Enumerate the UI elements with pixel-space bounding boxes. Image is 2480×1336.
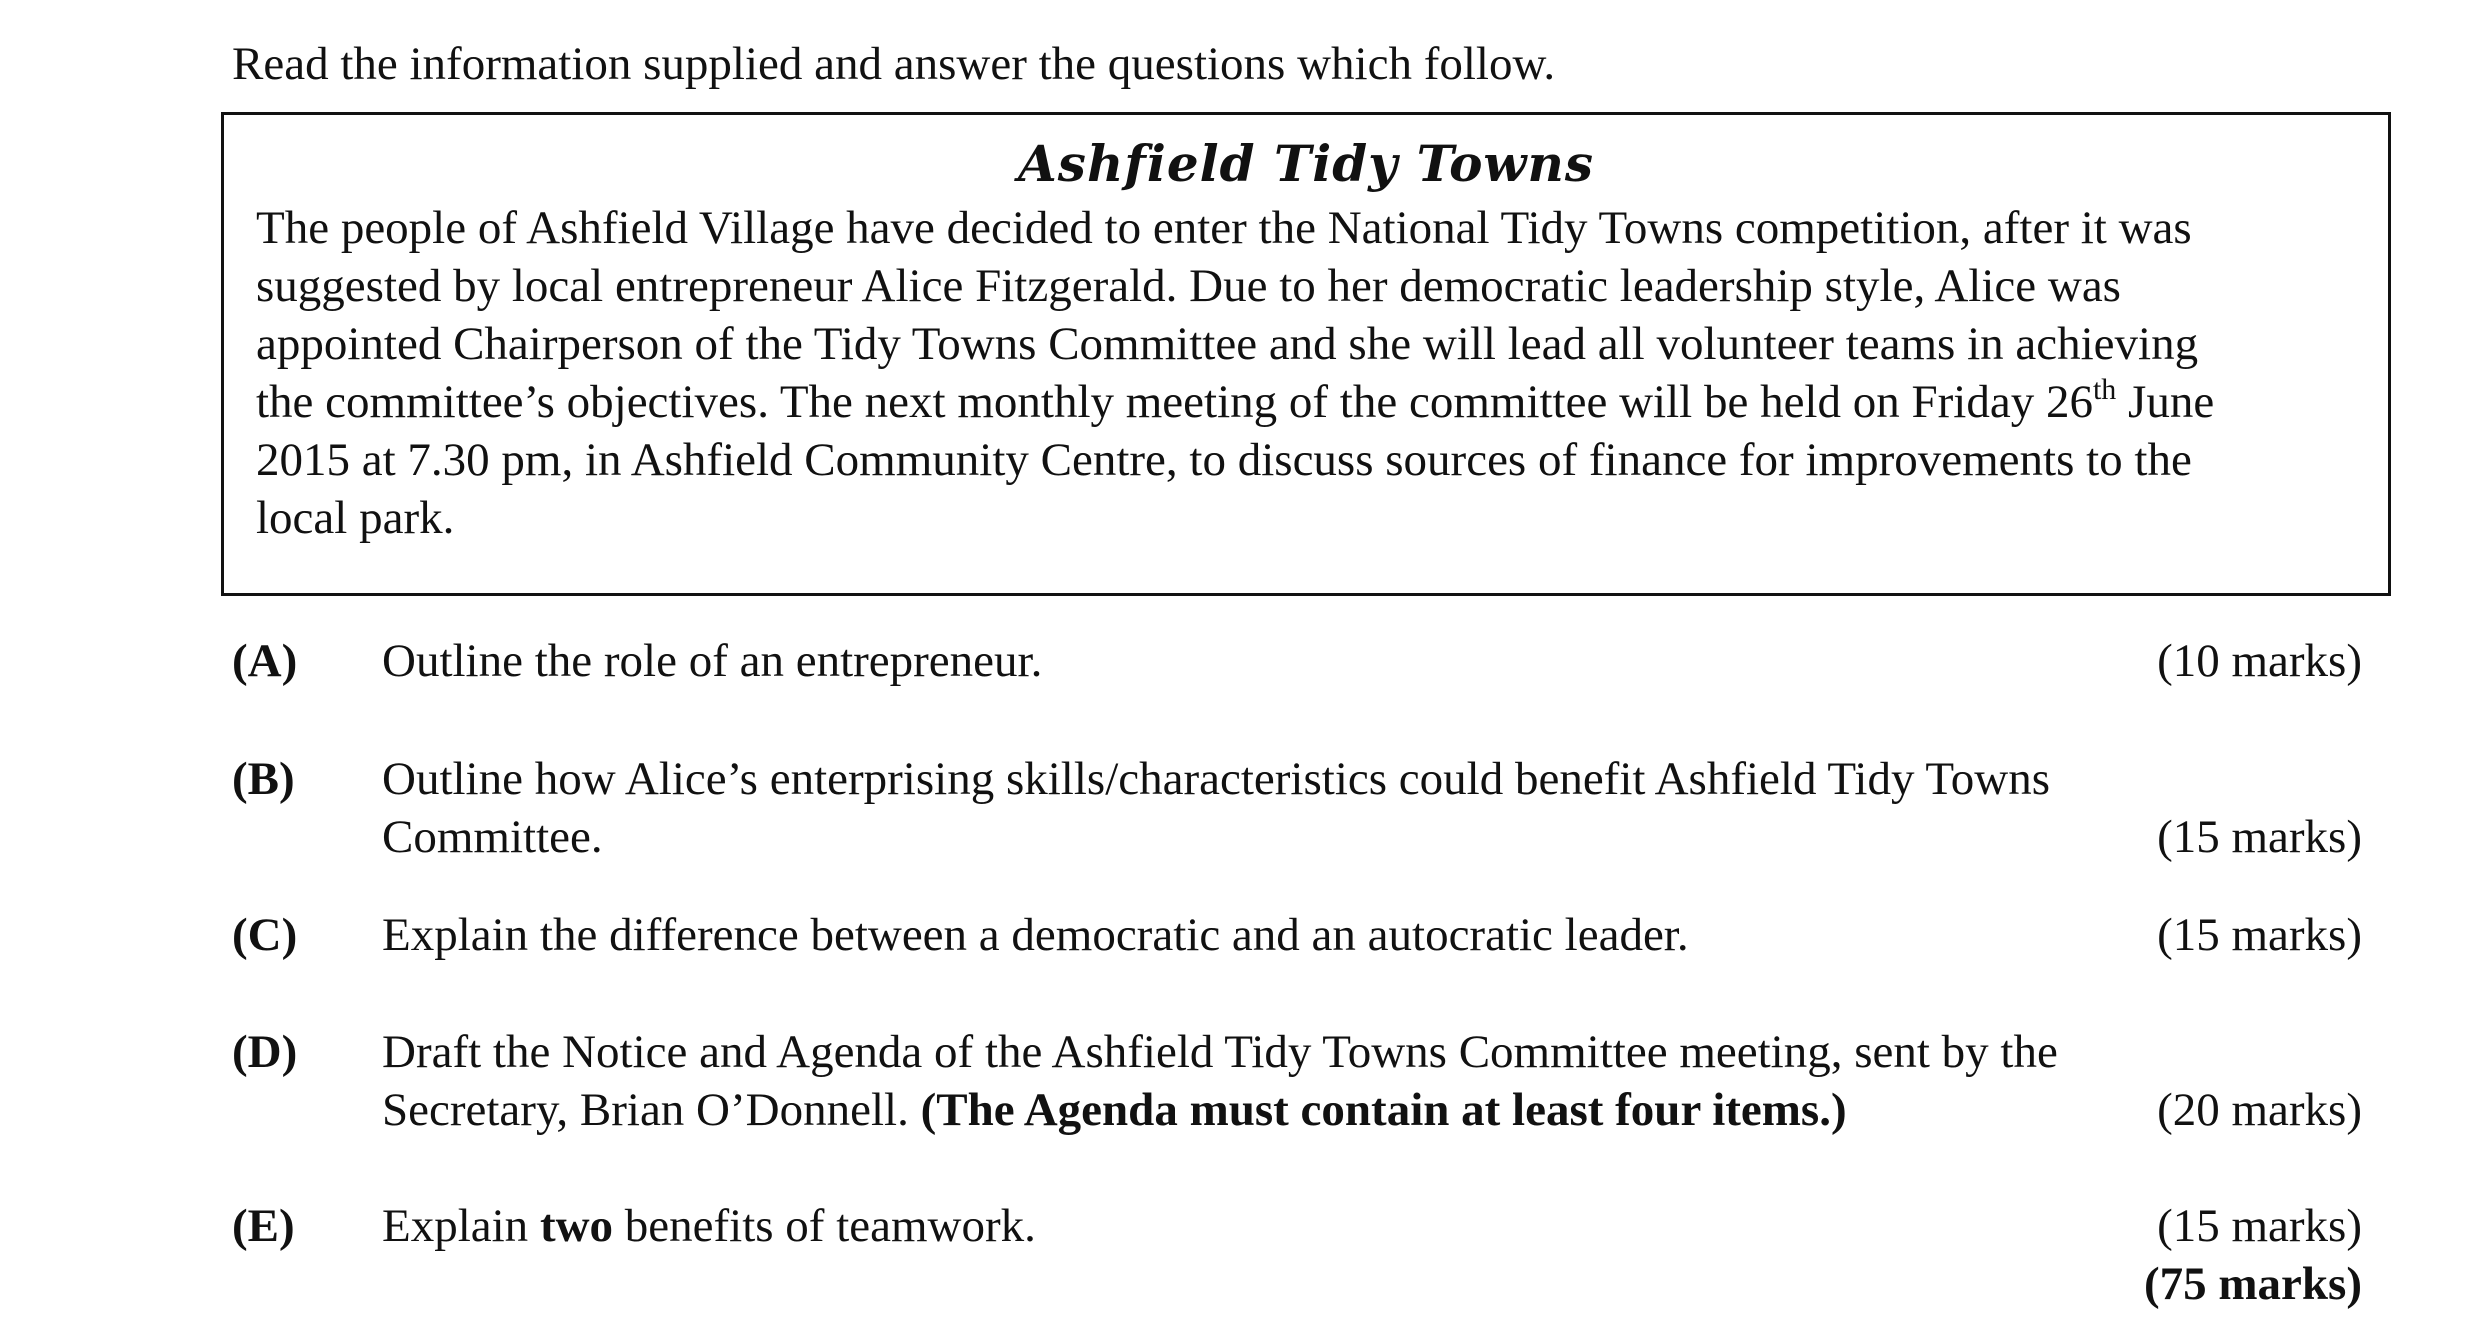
case-study-text [256, 199, 2214, 547]
question-marks: (20 marks) [2157, 1084, 2362, 1136]
case-study-line-text-end: June [2116, 376, 2215, 428]
case-study-line [256, 373, 2214, 431]
question-marks: (15 marks) [2157, 811, 2362, 863]
question-text-line: Outline how Alice’s enterprising skills/characteristics could benefit Ashfield Tidy Towns [382, 753, 2051, 805]
date-ordinal-suffix: th [2092, 373, 2117, 406]
instructions: Read the information supplied and answer the questions which follow. [232, 38, 1556, 90]
question-text-line: Draft the Notice and Agenda of the Ashfield Tidy Towns Committee meeting, sent by the [382, 1026, 2058, 1078]
question-text-line: Committee. [382, 811, 603, 863]
case-study-box [221, 112, 2391, 596]
question-marks: (10 marks) [2157, 635, 2362, 687]
total-marks: (75 marks) [2144, 1258, 2362, 1310]
question-text [382, 750, 2050, 866]
question-text-part: Explain [382, 1200, 540, 1252]
question-text-line [382, 1081, 2058, 1139]
question-letter: (B) [232, 753, 295, 805]
question-text [382, 1197, 1036, 1255]
question-letter: (E) [232, 1200, 295, 1252]
case-study-title: Ashfield Tidy Towns [1018, 134, 1594, 193]
question-text-part: benefits of teamwork. [613, 1200, 1036, 1252]
question-marks: (15 marks) [2157, 909, 2362, 961]
question-marks: (15 marks) [2157, 1200, 2362, 1252]
case-study-line: 2015 at 7.30 pm, in Ashfield Community Centre, to discuss sources of finance for improvements to the [256, 434, 2192, 486]
question-text: Outline the role of an entrepreneur. [382, 635, 1043, 687]
case-study-line: local park. [256, 492, 455, 544]
case-study-line: The people of Ashfield Village have decided to enter the National Tidy Towns competition, after it was [256, 202, 2192, 254]
question-letter: (A) [232, 635, 298, 687]
question-text [382, 1023, 2058, 1139]
question-text-part: Secretary, Brian O’Donnell. [382, 1084, 921, 1136]
case-study-line: suggested by local entrepreneur Alice Fitzgerald. Due to her democratic leadership style, Alice was [256, 260, 2121, 312]
question-text: Explain the difference between a democratic and an autocratic leader. [382, 909, 1689, 961]
case-study-line: appointed Chairperson of the Tidy Towns Committee and she will lead all volunteer teams in achieving [256, 318, 2199, 370]
agenda-requirement: (The Agenda must contain at least four items.) [920, 1084, 1847, 1136]
case-study-line-text: the committee’s objectives. The next monthly meeting of the committee will be held on Friday 26 [256, 376, 2093, 428]
question-letter: (C) [232, 909, 298, 961]
question-text-emphasis: two [539, 1200, 614, 1252]
question-letter: (D) [232, 1026, 298, 1078]
